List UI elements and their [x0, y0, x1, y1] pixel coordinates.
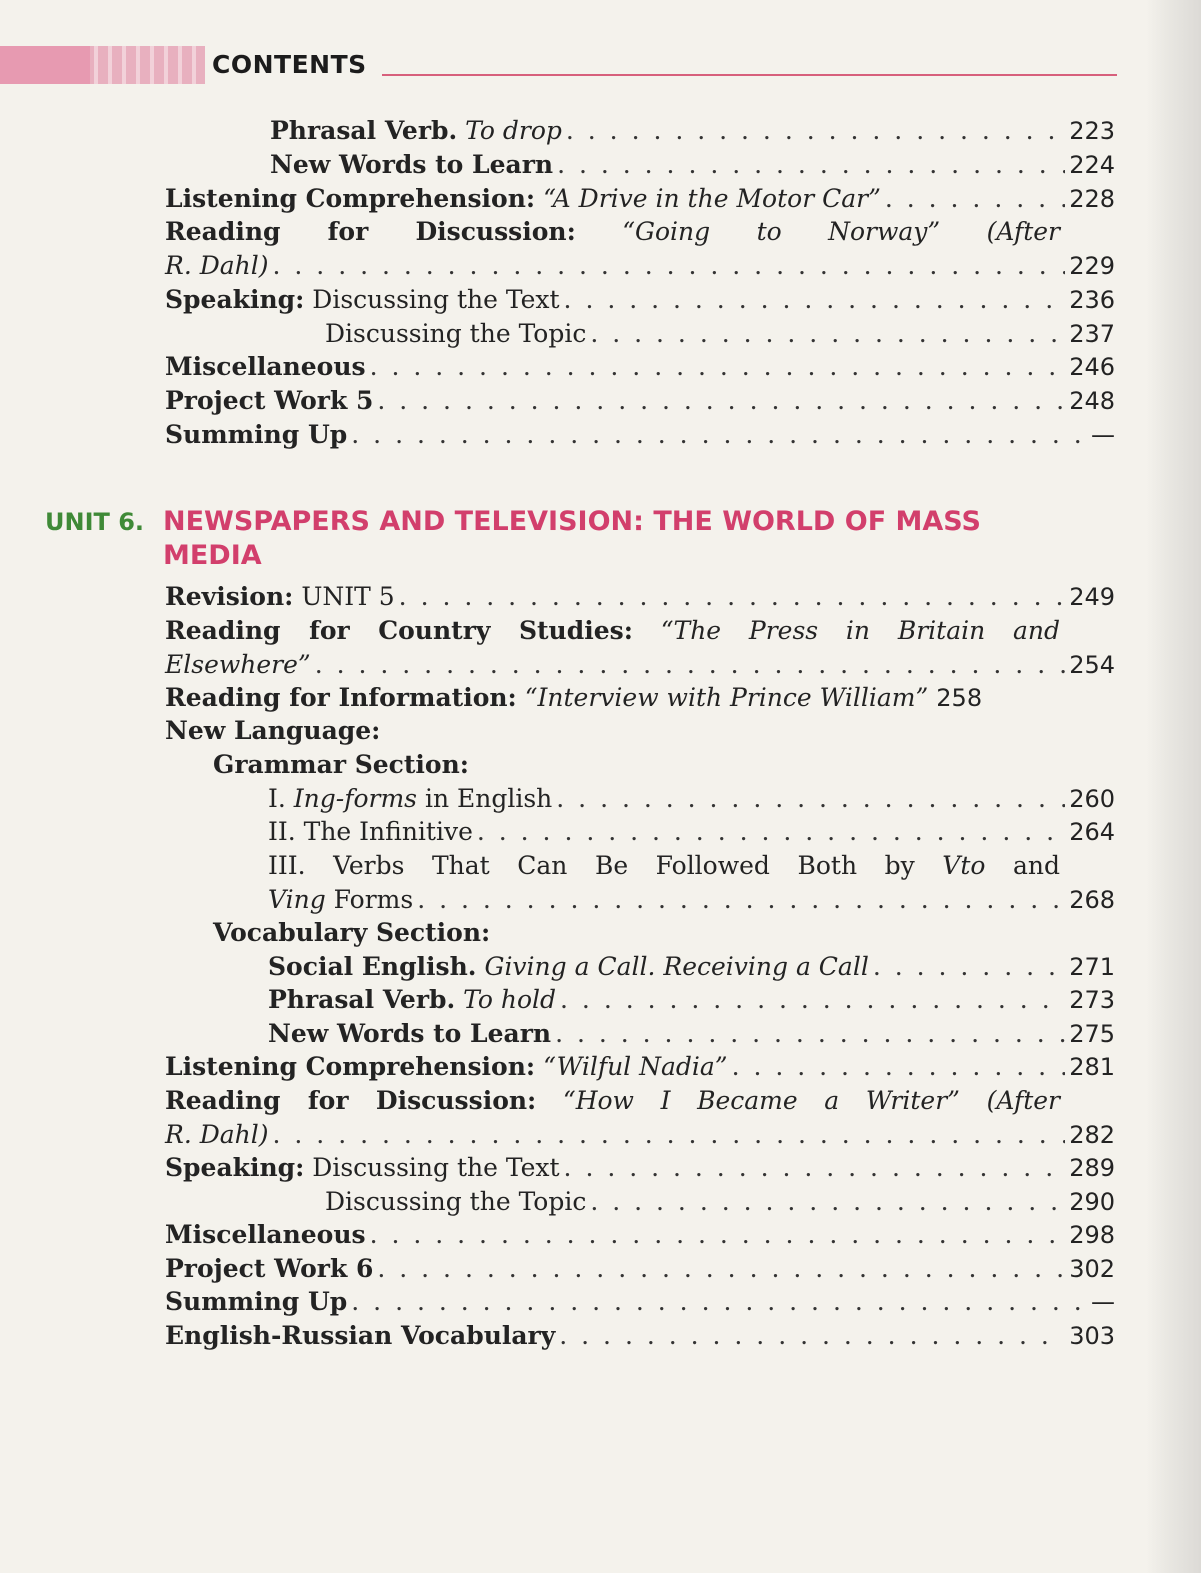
page-number: 271	[1069, 953, 1115, 981]
toc-entry-project-work-5[interactable]	[165, 384, 1115, 419]
toc-entry-ing-forms[interactable]	[165, 782, 1115, 817]
entry-title: Giving a Call. Receiving a Call	[484, 952, 869, 981]
entry-title: Discussing the Text	[312, 1153, 560, 1182]
toc-entry-summing-up-6[interactable]	[165, 1285, 1115, 1320]
entry-title: II. The Infinitive	[268, 817, 473, 846]
page-number: 223	[1069, 117, 1115, 145]
entry-title-italic: Vto	[942, 851, 986, 880]
entry-title: “A Drive in the Motor Car”	[543, 184, 881, 213]
page-number: 260	[1069, 785, 1115, 813]
toc-entry-miscellaneous-6[interactable]	[165, 1218, 1115, 1253]
entry-title: “Wilful Nadia”	[543, 1052, 728, 1081]
toc-entry-new-words-6[interactable]	[165, 1017, 1115, 1052]
page-number: 229	[1069, 251, 1115, 280]
page-number: 290	[1069, 1188, 1115, 1216]
entry-label: Miscellaneous	[165, 352, 366, 381]
toc-entry-phrasal-verb-hold[interactable]	[165, 983, 1115, 1018]
entry-label: English-Russian Vocabulary	[165, 1321, 556, 1350]
toc-entry-phrasal-verb-drop[interactable]	[165, 114, 1115, 149]
entry-label: Phrasal Verb.	[270, 116, 458, 145]
entry-title: Discussing the Text	[312, 285, 560, 314]
page-number: 289	[1069, 1154, 1115, 1182]
entry-label: Reading for Discussion:	[165, 217, 576, 246]
page-number: 282	[1069, 1120, 1115, 1149]
entry-title: III. Verbs That Can Be Followed Both by	[268, 851, 915, 880]
page-number: 303	[1069, 1322, 1115, 1350]
unit-number: UNIT 6.	[45, 508, 145, 536]
entry-author: (After	[986, 1086, 1060, 1115]
toc-entry-project-work-6[interactable]	[165, 1252, 1115, 1287]
toc-entry-listening-5[interactable]	[165, 182, 1115, 217]
page-number: 258	[936, 684, 983, 712]
toc-entry-reading-discussion-5[interactable]	[165, 215, 1115, 283]
header-decoration-accent	[0, 46, 90, 84]
toc-entry-country-studies-6[interactable]	[165, 614, 1115, 682]
entry-label: Summing Up	[165, 1287, 348, 1316]
toc-entry-social-english[interactable]	[165, 950, 1115, 985]
page-number: 281	[1069, 1053, 1115, 1081]
toc-entry-discussing-topic-5[interactable]	[165, 317, 1115, 352]
entry-label: Phrasal Verb.	[268, 985, 456, 1014]
entry-author: (After	[986, 217, 1060, 246]
page-number: —	[1091, 421, 1115, 449]
entry-title: Discussing the Topic	[325, 319, 587, 348]
page-number: 249	[1069, 583, 1115, 611]
page-number: 236	[1069, 286, 1115, 314]
entry-title-italic: Ving	[268, 884, 326, 914]
toc-entry-listening-6[interactable]	[165, 1050, 1115, 1085]
entry-title: To drop	[465, 116, 562, 145]
entry-label: Summing Up	[165, 420, 348, 449]
page-number: 264	[1069, 818, 1115, 846]
toc-entry-new-words[interactable]	[165, 148, 1115, 183]
entry-label: New Words to Learn	[268, 1019, 552, 1048]
toc-entry-speaking-5[interactable]	[165, 283, 1115, 318]
toc-heading-vocabulary-section	[165, 916, 1115, 950]
entry-author-name: R. Dahl)	[165, 250, 269, 280]
entry-label: Reading for Discussion:	[165, 1086, 537, 1115]
entry-label: Miscellaneous	[165, 1220, 366, 1249]
page-number: 224	[1069, 151, 1115, 179]
toc-entry-information-6[interactable]	[165, 681, 1115, 716]
entry-label: Revision:	[165, 582, 294, 611]
entry-title: UNIT 5	[301, 582, 395, 611]
toc-entry-speaking-6[interactable]	[165, 1151, 1115, 1186]
entry-label: Speaking:	[165, 285, 305, 314]
toc-entry-vocabulary-appendix[interactable]	[165, 1319, 1115, 1354]
entry-author-name: R. Dahl)	[165, 1119, 269, 1149]
entry-title: “How I Became a Writer”	[562, 1086, 960, 1115]
entry-label: New Words to Learn	[270, 150, 554, 179]
page-number: 228	[1069, 185, 1115, 213]
section-heading: Grammar Section:	[213, 750, 470, 779]
entry-label: I.	[268, 784, 286, 813]
page-edge-shadow	[1146, 0, 1201, 1573]
page-number: 273	[1069, 986, 1115, 1014]
toc-entry-miscellaneous-5[interactable]	[165, 350, 1115, 385]
page-number: 246	[1069, 353, 1115, 381]
toc-entry-revision-6[interactable]	[165, 580, 1115, 615]
unit-6-heading[interactable]	[45, 505, 1125, 572]
toc-entry-discussing-topic-6[interactable]	[165, 1185, 1115, 1220]
page-number: 275	[1069, 1020, 1115, 1048]
entry-title-continued: Elsewhere”	[165, 649, 311, 679]
entry-title: “The Press in Britain and	[660, 616, 1061, 645]
entry-label: Listening Comprehension:	[165, 184, 536, 213]
entry-title: “Interview with Prince William”	[524, 683, 929, 712]
entry-title: Discussing the Topic	[325, 1187, 587, 1216]
page-number: 237	[1069, 320, 1115, 348]
entry-label: Reading for Information:	[165, 683, 517, 712]
entry-title: in English	[424, 784, 553, 813]
toc-entry-summing-up-5[interactable]	[165, 418, 1115, 453]
page-number: 298	[1069, 1221, 1115, 1249]
toc-entry-verbs-followed[interactable]	[165, 849, 1115, 917]
entry-label: Project Work 6	[165, 1254, 374, 1283]
entry-title: “Going to Norway”	[622, 217, 941, 246]
page-number: 302	[1069, 1255, 1115, 1283]
section-heading: Vocabulary Section:	[213, 918, 491, 947]
toc-heading-grammar-section	[165, 748, 1115, 782]
entry-title-italic: Ing-forms	[293, 784, 417, 813]
page-title: CONTENTS	[212, 50, 367, 79]
page-number: —	[1091, 1288, 1115, 1316]
page-number: 268	[1069, 885, 1115, 914]
entry-label: Project Work 5	[165, 386, 374, 415]
section-heading: New Language:	[165, 716, 381, 745]
toc-entry-reading-discussion-6[interactable]	[165, 1084, 1115, 1152]
entry-title-and: and	[1012, 851, 1060, 880]
unit-title: NEWSPAPERS AND TELEVISION: THE WORLD OF MASS	[163, 506, 981, 537]
unit-title-continued: MEDIA	[163, 540, 262, 571]
entry-label: Social English.	[268, 952, 477, 981]
toc-entry-infinitive[interactable]	[165, 815, 1115, 850]
toc-heading-new-language	[165, 714, 1115, 748]
entry-title: To hold	[463, 985, 557, 1014]
header-rule	[382, 74, 1117, 76]
entry-label: Listening Comprehension:	[165, 1052, 536, 1081]
page-number: 254	[1069, 650, 1115, 679]
entry-title-continued: Forms	[333, 884, 414, 914]
entry-label: Reading for Country Studies:	[165, 616, 633, 645]
entry-label: Speaking:	[165, 1153, 305, 1182]
page-number: 248	[1069, 387, 1115, 415]
